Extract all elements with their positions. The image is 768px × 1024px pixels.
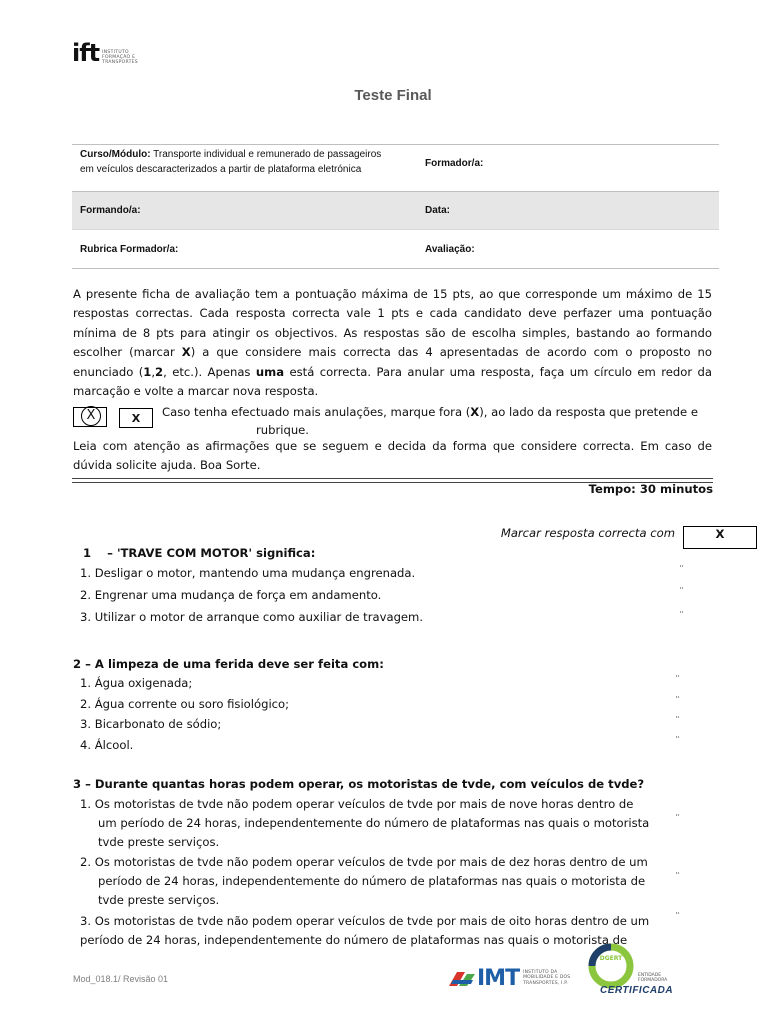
question-number: 1 <box>83 546 92 560</box>
certification-subtitle <box>638 973 667 983</box>
info-row <box>72 192 719 230</box>
avaliacao-label: Avaliação: <box>425 243 475 255</box>
answer-checkbox[interactable]: ¨ <box>675 872 680 883</box>
ift-logo-sub-line: FORMAÇÃO E <box>102 55 136 60</box>
document-reference: Mod_018.1/ Revisão 01 <box>73 974 169 984</box>
answer-checkbox[interactable]: ¨ <box>675 696 680 707</box>
question-1-title <box>83 546 315 560</box>
intro-bold: 2 <box>155 364 164 379</box>
intro-text: está correcta. Para anular uma resposta, faça um círculo em redor da marcação e volte a marcar nova resposta. <box>73 364 712 399</box>
answer-checkbox[interactable]: ¨ <box>675 814 680 825</box>
rubrica-cell[interactable] <box>72 244 417 255</box>
data-cell[interactable] <box>417 205 719 216</box>
ift-logo-sub-line: TRANSPORTES <box>102 60 138 65</box>
intro-bold: X <box>181 345 191 360</box>
annulment-text <box>162 403 712 422</box>
intro-text: A presente ficha de avaliação tem a pontuação máxima de 15 pts, ao que corresponde um máximo de 15 respostas correctas. Cada resposta correcta vale 1 pts e cada candidato deve perfazer uma pontuação mínima de 8 pts para atingir os objectivos. As respostas são de escolha simples, bastando ao formando escolher (marcar <box>73 287 712 360</box>
certification-logo <box>588 943 674 998</box>
formando-label: Formando/a: <box>80 205 141 216</box>
question-2-option-1: 1. Água oxigenada; <box>80 676 193 690</box>
formador-cell[interactable] <box>417 145 719 169</box>
cert-sub-line: FORMADORA <box>638 978 668 983</box>
curso-cell <box>72 145 417 177</box>
question-3-option-2-line-1: 2. Os motoristas de tvde não podem operar veículos de tvde por mais de dez horas dentro de um <box>80 855 648 869</box>
mark-instruction: Marcar resposta correcta com <box>500 526 675 540</box>
annulment-text-part: ), ao lado da resposta que pretende e <box>479 405 698 419</box>
answer-checkbox[interactable]: ¨ <box>675 912 680 923</box>
question-1-option-1: 1. Desligar o motor, mantendo uma mudança engrenada. <box>80 566 416 580</box>
annulment-text-cont: rubrique. <box>256 423 309 437</box>
imt-sub-line: TRANSPORTES, I.P. <box>523 980 569 986</box>
page-title: Teste Final <box>354 87 432 104</box>
question-2-title: 2 – A limpeza de uma ferida deve ser feita com: <box>73 657 384 671</box>
annulled-mark-example <box>73 407 107 427</box>
imt-sub-line: MOBILIDADE E DOS <box>523 975 571 981</box>
intro-paragraph <box>73 285 712 401</box>
cert-sub-line: ENTIDADE <box>638 973 662 978</box>
intro-bold: 1 <box>143 364 152 379</box>
time-limit: Tempo: 30 minutos <box>588 482 713 496</box>
question-3-option-1-line-2: um período de 24 horas, independentemente do número de plataformas nas quais o motorista <box>98 816 650 830</box>
question-3-option-2-line-3: tvde preste serviços. <box>98 893 220 907</box>
question-1-option-3: 3. Utilizar o motor de arranque como auxiliar de travagem. <box>80 610 424 624</box>
avaliacao-cell[interactable] <box>417 244 719 255</box>
answer-checkbox[interactable]: ¨ <box>679 587 684 598</box>
info-row <box>72 145 719 192</box>
certification-seal-icon <box>588 943 634 989</box>
question-3-option-3-line-1: 3. Os motoristas de tvde não podem operar veículos de tvde por mais de oito horas dentro de um <box>80 914 650 928</box>
intro-text: ) a que considere mais correcta das 4 apresentadas de acordo com o proposto no enunciado ( <box>73 345 712 379</box>
info-table <box>72 144 719 269</box>
question-3-option-1-line-3: tvde preste serviços. <box>98 835 220 849</box>
answer-checkbox[interactable]: ¨ <box>675 716 680 727</box>
mark-instruction-box: X <box>683 526 757 549</box>
intro-bold: uma <box>255 364 285 379</box>
curso-value-cont: em veículos descaracterizados a partir de plataforma eletrónica <box>80 164 362 175</box>
question-2-option-2: 2. Água corrente ou soro fisiológico; <box>80 697 290 711</box>
intro-text: , <box>151 364 156 379</box>
imt-logo-text: IMT <box>477 965 520 991</box>
formador-label: Formador/a: <box>425 158 484 169</box>
curso-label: Curso/Módulo: <box>80 149 151 160</box>
ift-logo-sub-line: INSTITUTO <box>102 50 129 55</box>
question-1-option-2: 2. Engrenar uma mudança de força em andamento. <box>80 588 382 602</box>
annulment-instructions <box>73 403 712 439</box>
ift-logo-subtitle <box>102 50 138 65</box>
answer-checkbox[interactable]: ¨ <box>679 565 684 576</box>
question-text: – 'TRAVE COM MOTOR' significa: <box>107 546 316 560</box>
imt-logo-subtitle <box>523 970 570 986</box>
mark-example: X <box>119 408 153 428</box>
answer-checkbox[interactable]: ¨ <box>675 736 680 747</box>
answer-checkbox[interactable]: ¨ <box>675 675 680 686</box>
question-3-title: 3 – Durante quantas horas podem operar, os motoristas de tvde, com veículos de tvde? <box>73 777 645 791</box>
annulment-bold: X <box>470 405 480 419</box>
answer-checkbox[interactable]: ¨ <box>679 611 684 622</box>
imt-sub-line: INSTITUTO DA <box>523 970 558 976</box>
certification-word: CERTIFICADA <box>600 985 674 996</box>
curso-value: Transporte individual e remunerado de passageiros <box>153 149 382 160</box>
ift-logo <box>72 40 138 70</box>
annulment-text-part: Caso tenha efectuado mais anulações, marque fora ( <box>162 405 471 419</box>
dgert-mark: DGERT <box>599 955 623 962</box>
intro-paragraph-2: Leia com atenção as afirmações que se seguem e decida da forma que considere correcta. Em caso de dúvida solicite ajuda. Boa Sorte. <box>73 439 712 473</box>
ift-logo-mark: ift <box>72 39 100 67</box>
intro-text: , etc.). Apenas <box>163 364 256 379</box>
imt-logo-icon <box>447 966 477 990</box>
imt-logo <box>447 964 570 992</box>
circled-x-icon: X <box>81 406 101 426</box>
info-row <box>72 230 719 268</box>
question-3-option-2-line-2: período de 24 horas, independentemente do número de plataformas nas quais o motorista de <box>98 874 646 888</box>
question-3-option-3-line-2: período de 24 horas, independentemente do número de plataformas nas quais o motorista de <box>80 933 628 947</box>
question-2-option-3: 3. Bicarbonato de sódio; <box>80 717 222 731</box>
rubrica-label: Rubrica Formador/a: <box>80 243 179 255</box>
formando-cell[interactable] <box>72 205 417 216</box>
question-3-option-1-line-1: 1. Os motoristas de tvde não podem operar veículos de tvde por mais de nove horas dentro de <box>80 797 634 811</box>
question-2-option-4: 4. Álcool. <box>80 738 134 752</box>
data-label: Data: <box>425 205 451 216</box>
